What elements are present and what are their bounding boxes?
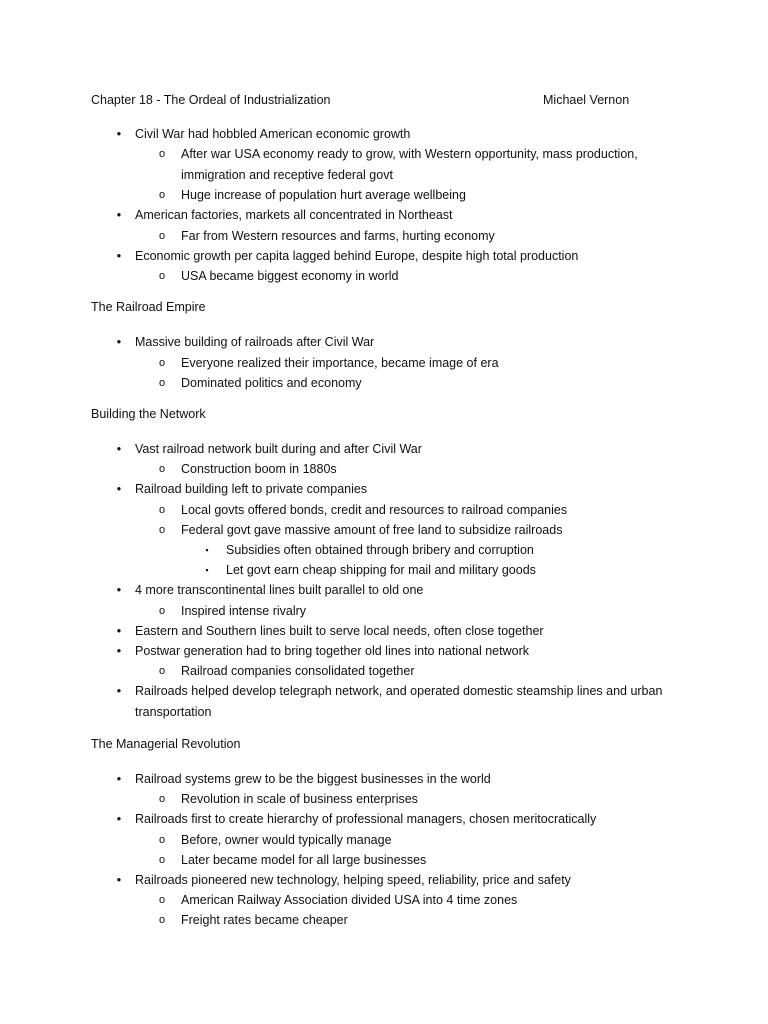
author-name: Michael Vernon xyxy=(543,93,630,107)
list-item xyxy=(0,601,768,621)
section-heading: The Railroad Empire xyxy=(91,300,206,314)
bullet-marker: o xyxy=(158,270,166,283)
bullet-marker: • xyxy=(116,248,122,263)
list-item xyxy=(0,205,768,225)
bullet-marker: • xyxy=(116,335,122,349)
bullet-marker: o xyxy=(158,894,166,907)
bullet-marker: • xyxy=(116,208,122,223)
list-item-text: Later became model for all large businesses xyxy=(181,852,427,867)
bullet-marker: o xyxy=(158,604,166,617)
bullet-marker: o xyxy=(158,853,166,866)
list-item-text: Freight rates became cheaper xyxy=(181,913,348,928)
bullet-marker: o xyxy=(158,503,166,516)
bullet-marker: o xyxy=(158,793,166,806)
list-item xyxy=(0,520,768,540)
list-item xyxy=(0,124,768,144)
list-item-text: Railroad building left to private companies xyxy=(135,482,368,497)
list-item xyxy=(0,246,768,266)
bullet-marker: o xyxy=(158,833,166,846)
list-item-text: Railroads first to create hierarchy of professional managers, chosen meritocratically xyxy=(135,812,597,827)
list-item-text: transportation xyxy=(135,704,212,719)
list-item-text: Before, owner would typically manage xyxy=(181,832,392,847)
list-item xyxy=(0,332,768,352)
bullet-marker: • xyxy=(116,644,122,658)
bullet-marker: • xyxy=(116,684,122,699)
list-item-text: Local govts offered bonds, credit and resources to railroad companies xyxy=(181,502,568,517)
list-item-text: Railroad systems grew to be the biggest businesses in the world xyxy=(135,772,491,786)
list-item xyxy=(0,890,768,910)
list-item xyxy=(0,353,768,373)
bullet-marker: o xyxy=(158,914,166,927)
list-item-text: Civil War had hobbled American economic growth xyxy=(135,127,411,141)
list-item-text: After war USA economy ready to grow, with Western opportunity, mass production, xyxy=(181,147,638,162)
list-item xyxy=(0,439,768,459)
list-item-text: Railroad companies consolidated together xyxy=(181,664,415,679)
list-item xyxy=(0,702,768,722)
bullet-marker: • xyxy=(116,127,122,141)
list-item-text: Revolution in scale of business enterprises xyxy=(181,792,418,807)
bullet-marker: • xyxy=(116,772,122,786)
list-item-text: American Railway Association divided USA into 4 time zones xyxy=(181,893,518,908)
list-item xyxy=(0,500,768,520)
list-item xyxy=(0,830,768,850)
bullet-marker: • xyxy=(116,442,122,456)
list-item xyxy=(0,681,768,701)
list-item-text: American factories, markets all concentrated in Northeast xyxy=(135,208,453,223)
list-item-text: Construction boom in 1880s xyxy=(181,462,337,477)
list-item-text: USA became biggest economy in world xyxy=(181,269,399,284)
list-item xyxy=(0,540,768,560)
bullet-marker: o xyxy=(158,148,166,161)
list-item xyxy=(0,459,768,479)
list-item xyxy=(0,479,768,499)
list-item xyxy=(0,560,768,580)
bullet-marker: o xyxy=(158,665,166,678)
list-item xyxy=(0,621,768,641)
bullet-marker: o xyxy=(158,229,166,242)
list-item xyxy=(0,910,768,930)
list-item xyxy=(0,809,768,829)
list-item-text: 4 more transcontinental lines built parallel to old one xyxy=(135,583,424,598)
list-item-text: Far from Western resources and farms, hurting economy xyxy=(181,228,495,243)
list-item-text: Railroads helped develop telegraph network, and operated domestic steamship lines and urban xyxy=(135,684,663,699)
list-item-text: Economic growth per capita lagged behind Europe, despite high total production xyxy=(135,248,579,263)
list-item xyxy=(0,641,768,661)
document-header xyxy=(91,93,691,111)
bullet-marker: • xyxy=(116,623,122,638)
list-item xyxy=(0,266,768,286)
list-item xyxy=(0,850,768,870)
bullet-marker: • xyxy=(116,583,122,598)
bullet-marker: o xyxy=(158,523,166,536)
list-item xyxy=(0,789,768,809)
section-heading: Building the Network xyxy=(91,407,206,421)
list-item-text: Federal govt gave massive amount of free land to subsidize railroads xyxy=(181,522,563,537)
list-item-text: Subsidies often obtained through bribery and corruption xyxy=(226,543,534,557)
list-item-text: Railroads pioneered new technology, helping speed, reliability, price and safety xyxy=(135,873,571,887)
list-item xyxy=(0,373,768,393)
list-item xyxy=(0,769,768,789)
list-item-text: Eastern and Southern lines built to serve local needs, often close together xyxy=(135,623,544,638)
list-item xyxy=(0,661,768,681)
list-item xyxy=(0,185,768,205)
bullet-marker: ▪ xyxy=(205,545,209,555)
bullet-marker: o xyxy=(158,356,166,369)
list-item-text: Inspired intense rivalry xyxy=(181,603,307,618)
list-item-text: Massive building of railroads after Civil War xyxy=(135,335,375,349)
list-item-text: Postwar generation had to bring together old lines into national network xyxy=(135,644,530,658)
list-item-text: Dominated politics and economy xyxy=(181,376,362,391)
list-item-text: Huge increase of population hurt average wellbeing xyxy=(181,187,466,202)
bullet-marker: o xyxy=(158,188,166,201)
list-item xyxy=(0,144,768,164)
list-item xyxy=(0,165,768,185)
bullet-marker: • xyxy=(116,873,122,887)
list-item xyxy=(0,580,768,600)
list-item-text: Let govt earn cheap shipping for mail and military goods xyxy=(226,563,536,578)
bullet-marker: ▪ xyxy=(205,565,209,576)
list-item xyxy=(0,226,768,246)
bullet-marker: o xyxy=(158,463,166,476)
list-item-text: immigration and receptive federal govt xyxy=(181,167,393,182)
chapter-title: Chapter 18 - The Ordeal of Industrialization xyxy=(91,93,331,107)
list-item-text: Everyone realized their importance, became image of era xyxy=(181,355,499,370)
section-heading: The Managerial Revolution xyxy=(91,737,241,751)
list-item xyxy=(0,870,768,890)
bullet-marker: • xyxy=(116,482,122,497)
bullet-marker: o xyxy=(158,377,166,390)
bullet-marker: • xyxy=(116,812,122,827)
list-item-text: Vast railroad network built during and after Civil War xyxy=(135,442,422,456)
